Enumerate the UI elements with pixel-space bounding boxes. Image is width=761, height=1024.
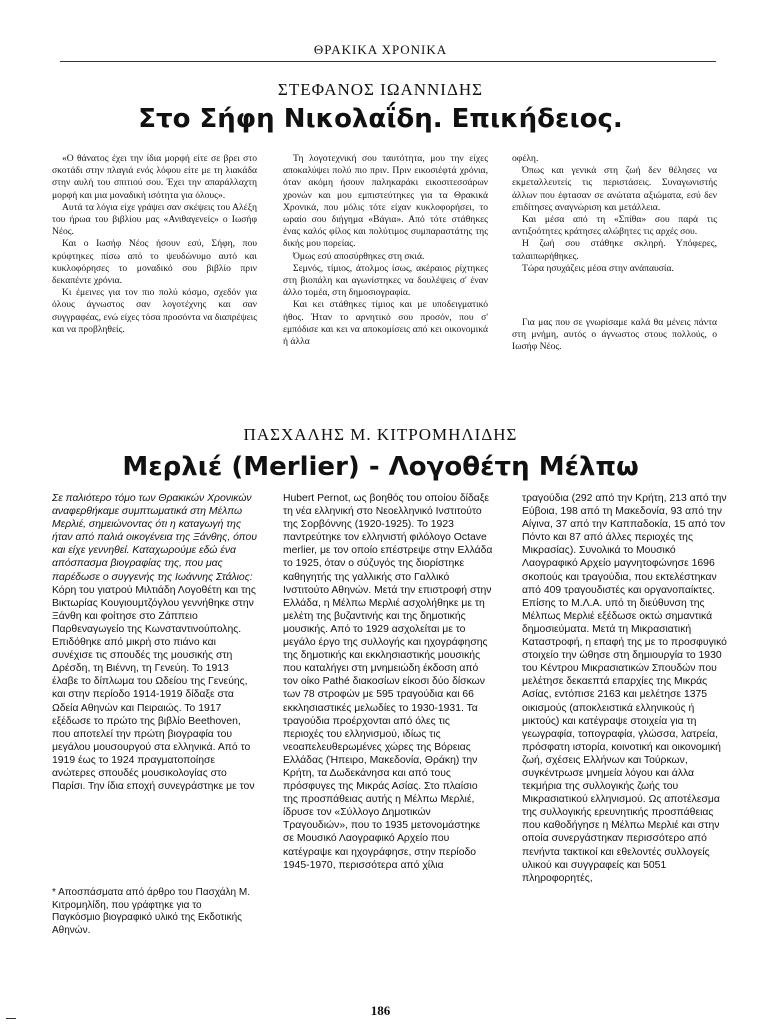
- article2-column-2: [283, 492, 493, 872]
- article2-author: ΠΑΣΧΑΛΗΣ Μ. ΚΙΤΡΟΜΗΛΙΔΗΣ: [243, 425, 518, 444]
- paragraph: Όμως εσύ αποσύρθηκες στη σκιά.: [293, 250, 425, 262]
- paragraph: Σεμνός, τίμιος, άτολμος ίσως, ακέραιος ρίχτηκες στη βιοπάλη και αγωνίστηκες να δουλέψεις σ' έναν άλλο τομέα, στη δημοσιογραφία.: [283, 262, 488, 299]
- paragraph: τραγούδια (292 από την Κρήτη, 213 από την Εύβοια, 198 από τη Μακεδονία, 93 από την Αίγινα, 37 από την Καππαδοκία, 15 από τον Πόντο και 87 από άλλες περιοχές της Μικρασίας). Συνολικά το Μουσικό Λαογραφικό Αρχείο μαγνητοφώνησε 1696 σκοπούς και τραγούδια, που εκτελέστηκαν από 409 τραγουδιστές και οργανοπαίκτες. Επίσης το Μ.Λ.Α. υπό τη διεύθυνση της Μέλπως Μερλιέ εξέδωσε οκτώ σημαντικά δημοσιεύματα. Μετά τη Μικρασιατική Καταστροφή, η επαφή της με το προσφυγικό στοιχείο την ώθησε στη δημιουργία το 1930 του Κέντρου Μικρασιατικών Σπουδών που μελέτησε δεκαεπτά επαρχίες της Μικράς Ασίας, εντόπισε 2163 και μελέτησε 1375 οικισμούς (αποκλειστικά ελληνικούς ή μικτούς) και κατέγραψε στοιχεία για τη γεωγραφία, τοπογραφία, γλώσσα, λατρεία, πρόσφατη ιστορία, κοινοτική και οικονομική ζωή, σχέσεις Ελλήνων και Τούρκων, συγκέντρωσε μνημεία λόγου και άλλα τεκμήρια της συλλογικής ζωής του Μικρασιατικού ελληνισμού. Ως αποτέλεσμα της συλλογικής ερευνητικής προσπάθειας που καθοδήγησε η Μέλπω Μερλιέ και στην οποία συνεργάστηκαν περισσότερο από πενήντα τακτικοί και εθελοντές συλλογείς υλικού και συγγραφείς και 5051 πληροφορητές,: [522, 493, 727, 884]
- article2-column-3: [522, 492, 727, 885]
- paragraph: Αυτά τα λόγια είχε γράψει σαν σκέψεις του Αλέξη του ήρωα του βιβλίου μας «Ανιθαγενείς» ο Ιωσήφ Νέος.: [52, 201, 257, 238]
- article1-column-3: [512, 153, 717, 354]
- paragraph: Και κει στάθηκες τίμιος και με υποδειγματικό ήθος. Ήταν το αρνητικό σου προσόν, που σ' εμπόδισε και κει να αποκομίσεις από κει οικονομικά ή άλλα: [283, 299, 488, 348]
- paragraph: Όπως και γενικά στη ζωή δεν θέλησες να εκμεταλλευτείς τις περιστάσεις. Συναγωνιστής άλλων που έφτασαν σε ανώτατα αξιώματα, εσύ δεν επιδίτησες αναγνώριση και μετάλλεια.: [512, 165, 717, 213]
- paragraph: «Ο θάνατος έχει την ίδια μορφή είτε σε βρει στο σκοτάδι στην πλαγιά ενός λόφου είτε με τη λιακάδα στην αυλή του σπιτιού σου. Έχει την απαράλλαχτη μορφή και μια μοναδική ισότητα για όλους».: [52, 153, 257, 201]
- article1-column-2: [283, 153, 488, 348]
- page-number: 186: [370, 1003, 391, 1018]
- footnote: * Αποσπάσματα από άρθρο του Πασχάλη Μ. Κιτρομηλίδη, που γράφτηκε για το Παγκόσμιο βιογραφικό υλικό της Εκδοτικής Αθηνών.: [52, 887, 250, 936]
- paragraph: Και ο Ιωσήφ Νέος ήσουν εσύ, Σήφη, που κρύφτηκες πίσω από το ψευδώνυμο αυτό και κυκλοφόρησες το μοναδικό σου βιβλίο πριν δεκαπέντε χρόνια.: [52, 238, 257, 287]
- paragraph: Και μέσα από τη «Σπίθα» σου παρά τις αντιξοότητες κράτησες αλώβητες τις αρχές σου.: [512, 214, 717, 238]
- article2-column-1: [52, 492, 257, 793]
- paragraph: οφέλη.: [512, 153, 539, 164]
- paragraph: Τώρα ησυχάζεις μέσα στην ανάπαυσία.: [522, 262, 674, 274]
- article2-title: Μερλιέ (Merlier) - Λογοθέτη Μέλπω: [122, 452, 639, 482]
- running-title: ΘΡΑΚΙΚΑ ΧΡΟΝΙΚΑ: [313, 42, 448, 57]
- corner-mark: [6, 1018, 16, 1019]
- paragraph: Για μας που σε γνωρίσαμε καλά θα μένεις πάντα στη μνήμη, αυτός ο άγνωστος στους πολλούς, ο Ιωσήφ Νέος.: [512, 317, 717, 353]
- paragraph: Η ζωή σου στάθηκε σκληρή. Υπόφερες, ταλαιπωρήθηκες.: [512, 238, 717, 262]
- paragraph: Κι έμεινες για τον πιο πολύ κόσμο, σχεδόν για όλους άγνωστος σαν λογοτέχνης και σαν συγγραφέας, ενώ είχες τόσα προσόντα να διαπρέψεις και να προβληθείς.: [52, 287, 257, 335]
- paragraph: Τη λογοτεχνική σου ταυτότητα, μου την είχες αποκαλύψει πολύ πιο πριν. Πριν εικοσιέφτά χρόνια, όταν ακόμη ήσουν παληκαράκι εικοσιτεσσάρων χρονών και μου εμπιστεύτηκες για τα Θρακικά Χρονικά, που μόλις τότε είχαν κυκλοφορήσει, το ωραίο σου διήγημα «Βάγια». Από τότε στάθηκες ένας καλός φίλος και πολύτιμος συμπαραστάτης της δικής μου πορείας.: [283, 153, 488, 250]
- header-rule: [60, 61, 716, 62]
- article1-column-1: [52, 153, 257, 336]
- paragraph: Hubert Pernot, ως βοηθός του οποίου δίδαξε τη νέα ελληνική στο Νεοελληνικό Ινστιτούτο της Σορβόννης (1920-1925). Το 1923 παντρεύτηκε τον ελληνιστή φιλόλογο Octave merlier, με τον οποίο επέστρεψε στην Ελλάδα το 1925, όταν ο σύζυγός της διορίστηκε καθηγητής της γαλλικής στο Γαλλικό Ινστιτούτο Αθηνών. Μετά την επιστροφή στην Ελλάδα, η Μέλπω Μερλιέ ασχολήθηκε με τη μελέτη της βυζαντινής και της δημοτικής μουσικής. Από το 1929 ασχολείται με το μεγάλο έργο της συλλογής και ηχογράφησης της δημοτικής και εκκλησιαστικής μουσικής που καταλήγει στη μνημειώδη έκδοση από τον οίκο Pathé διακοσίων είκοσι δύο δίσκων των 78 στροφών με 595 τραγούδια και 66 εκκλησιαστικές μελωδίες το 1930-1931. Τα τραγούδια προέρχονται από όλες τις περιοχές του ελληνισμού, ιδίως τις νεοαπελευθερωμένες χώρες της Βόρειας Ελλάδας (Ήπειρο, Μακεδονία, Θράκη) την Κρήτη, τα Δωδεκάνησα και από τους πρόσφυγες της Μικράς Ασίας. Στο πλαίσιο της προσπάθειας αυτής η Μέλπω Μερλιέ, ίδρυσε τον «Σύλλογο Δημοτικών Τραγουδιών», που το 1935 μετονομάστηκε σε Μουσικό Λαογραφικό Αρχείο που κατέγραψε και ηχογράφησε, στην περίοδο 1945-1970, περισσότερα από χίλια: [283, 493, 493, 871]
- article1-author: ΣΤΕΦΑΝΟΣ ΙΩΑΝΝΙΔΗΣ: [277, 80, 484, 99]
- article2-intro: Σε παλιότερο τόμο των Θρακικών Χρονικών αναφερθήκαμε συμπτωματικά στη Μέλπω Μερλιέ, σημειώνοντας ότι η καταγωγή της ήταν από παλιά οικογένεια της Ξάνθης, όπου και είχε γεννηθεί. Καταχωρούμε εδώ ένα απόσπασμα βιογραφίας της, που μας παρέδωσε ο συγγενής της Ιωάννης Στάλιος:: [52, 493, 257, 583]
- paragraph: Κόρη του γιατρού Μιλτιάδη Λογοθέτη και της Βικτωρίας Κουγιουμτζόγλου γεννήθηκε στην Ξάνθη και φοίτησε στο Ζάππειο Παρθεναγωγείο της Κωνσταντινούπολης. Επιδόθηκε από μικρή στο πιάνο και συνέχισε τις σπουδές της μουσικής στη Δρέσδη, τη Βιέννη, τη Γενεύη. Το 1913 έλαβε το δίπλωμα του Ωδείου της Γενεύης, και στην περίοδο 1914-1919 δίδαξε στα Ωδεία Αθηνών και Πειραιώς. Το 1917 εξέδωσε το πρώτο της βιβλίο Beethoven, που αποτελεί την πρώτη βιογραφία του μεγάλου μουσουργού στα ελληνικά. Από το 1919 έως το 1924 πραγματοποίησε ανώτερες σπουδές μουσικολογίας στο Παρίσι. Την ίδια εποχή συνεγράστηκε με τον: [52, 584, 256, 793]
- article1-title: Στο Σήφη Νικολαΐδη. Επικήδειος.: [138, 104, 623, 134]
